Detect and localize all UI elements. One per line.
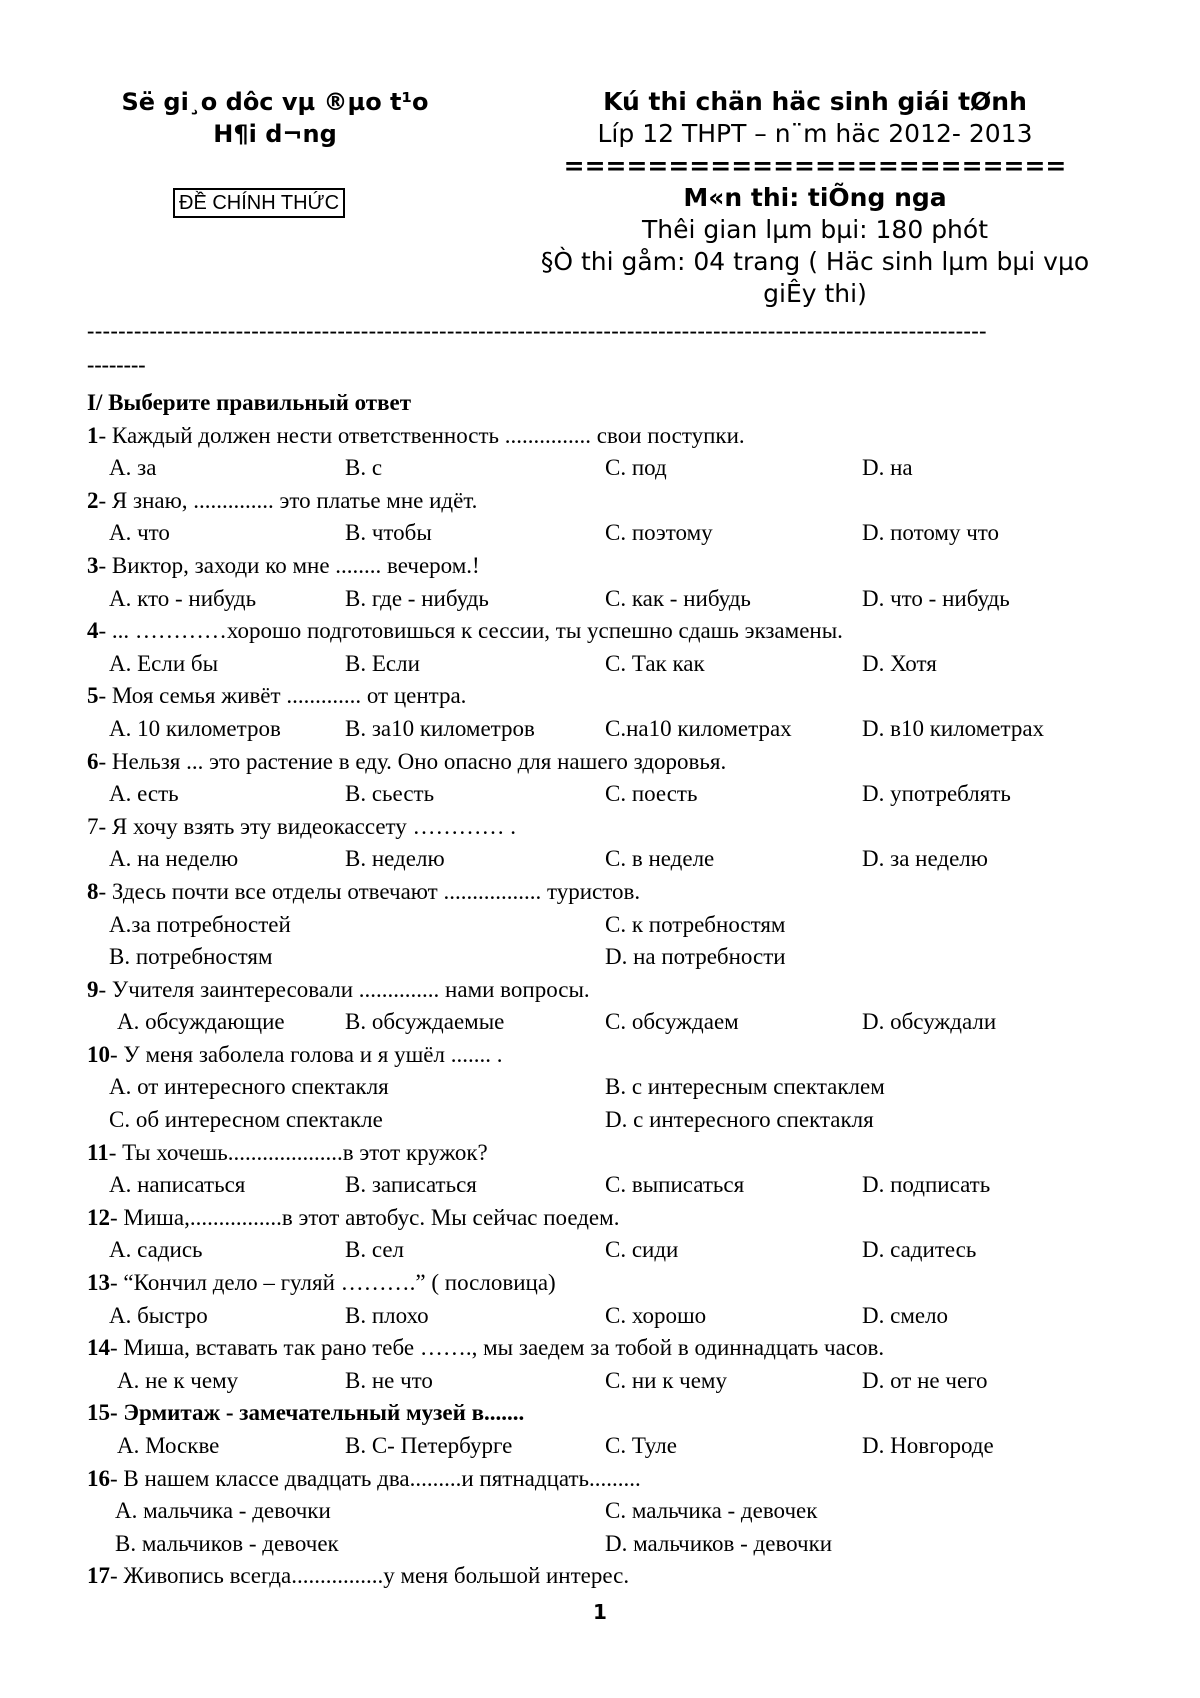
option-a: A. за — [109, 455, 157, 481]
question-text: - Ты хочешь....................в этот кружок? — [108, 1139, 488, 1165]
options-5 — [87, 713, 1127, 746]
options-9 — [87, 1006, 1127, 1039]
options-12 — [87, 1234, 1127, 1267]
question-list — [87, 387, 1127, 1593]
options-15 — [87, 1430, 1127, 1463]
options-4 — [87, 648, 1127, 681]
question-text: - Я знаю, .............. это платье мне идёт. — [98, 487, 478, 513]
option-a: A. кто - нибудь — [109, 585, 257, 611]
exam-duration: Thêi gian lµm bµi: 180 phót — [641, 215, 989, 244]
question-number: 6 — [87, 748, 99, 774]
option-d: D. Новгороде — [862, 1433, 994, 1458]
option-d: D. что - нибудь — [862, 585, 1010, 611]
option-a: A. 10 километров — [109, 715, 281, 741]
option-d: D. на — [862, 455, 913, 481]
question-text: - Миша,................в этот автобус. Мы сейчас поедем. — [110, 1204, 620, 1230]
option-b: B. с — [345, 455, 383, 481]
option-b: B. чтобы — [345, 520, 432, 546]
option-d: D. Хотя — [862, 650, 937, 676]
option-c: C. ни к чему — [605, 1367, 727, 1393]
header-rule: ======================== — [563, 151, 1067, 180]
question-14 — [87, 1332, 1127, 1365]
option-d: D. потому что — [862, 520, 1000, 546]
question-11 — [87, 1137, 1127, 1170]
options-8-row2 — [87, 941, 1127, 974]
option-c: C. под — [605, 455, 667, 481]
option-b: B. сьесть — [345, 781, 435, 807]
question-number: 10 — [87, 1041, 110, 1067]
option-c: C. Так как — [605, 650, 705, 676]
question-4 — [87, 615, 1127, 648]
option-a: A. от интересного спектакля — [109, 1074, 389, 1100]
question-13 — [87, 1267, 1127, 1300]
question-3 — [87, 550, 1127, 583]
option-a: A. на неделю — [109, 846, 239, 872]
question-number: 5 — [87, 683, 99, 709]
option-b: B. неделю — [345, 846, 445, 872]
exam-grade-year: Líp 12 THPT – n¨m häc 2012- 2013 — [597, 119, 1033, 148]
question-2 — [87, 485, 1127, 518]
option-d: D. подписать — [862, 1172, 991, 1198]
question-text: - Здесь почти все отделы отвечают ................. туристов. — [98, 878, 641, 904]
exam-pages: §Ò thi gåm: 04 trang ( Häc sinh lµm bµi vµo — [540, 247, 1090, 276]
section-title: I/ Выберите правильный ответ — [87, 390, 412, 415]
question-number: 17 — [87, 1563, 110, 1589]
exam-title: Kú thi chän häc sinh giái tØnh — [603, 87, 1027, 116]
options-3 — [87, 583, 1127, 616]
question-number: 12 — [87, 1204, 110, 1230]
option-a: A. что — [109, 520, 170, 546]
question-text: - Живопись всегда................у меня большой интерес. — [110, 1563, 630, 1589]
question-16 — [87, 1463, 1127, 1496]
question-number: 9 — [87, 976, 99, 1002]
option-d: D. употреблять — [862, 781, 1011, 807]
question-text: - Каждый должен нести ответственность ............... свои поступки. — [98, 422, 745, 448]
question-number: 4 — [87, 618, 99, 644]
question-text: - Миша, вставать так рано тебе ……., мы заедем за тобой в одиннадцать часов. — [110, 1335, 885, 1361]
option-c: C. хорошо — [605, 1302, 707, 1328]
option-a: A. не к чему — [117, 1367, 239, 1393]
question-number: 7 — [87, 813, 99, 839]
header-left — [60, 86, 490, 150]
option-b: B. не что — [345, 1367, 433, 1393]
question-text: - В нашем классе двадцать два.........и пятнадцать......... — [110, 1465, 641, 1491]
exam-pages-cont: giÊy thi) — [763, 279, 867, 308]
question-number: 8 — [87, 878, 99, 904]
option-d: D. садитесь — [862, 1237, 977, 1263]
option-a: A. написаться — [109, 1172, 246, 1198]
question-text: - “Кончил дело – гуляй ……….” ( пословица) — [110, 1270, 556, 1296]
question-number: 14 — [87, 1335, 110, 1361]
options-11 — [87, 1169, 1127, 1202]
option-b: B. с интересным спектаклем — [605, 1074, 885, 1100]
separator-line: ------------------------------------------------------------------------------------------------------------------- — [87, 318, 988, 343]
question-text: - Эрмитаж - замечательный музей в....... — [110, 1400, 525, 1426]
option-d: D. на потребности — [605, 944, 786, 970]
option-a: A. быстро — [109, 1302, 208, 1328]
province-name: H¶i d¬ng — [213, 120, 337, 148]
question-5 — [87, 680, 1127, 713]
question-text: - Нельзя ... это растение в еду. Оно опасно для нашего здоровья. — [98, 748, 727, 774]
option-a: A.за потребностей — [109, 911, 291, 937]
option-c: C. об интересном спектакле — [109, 1107, 383, 1133]
option-b: B. С- Петербурге — [345, 1433, 513, 1458]
question-text: - Я хочу взять эту видеокассету ………… . — [98, 813, 517, 839]
option-d: D. смело — [862, 1302, 949, 1328]
question-number: 1 — [87, 422, 99, 448]
question-10 — [87, 1039, 1127, 1072]
option-b: B. сел — [345, 1237, 405, 1263]
question-17 — [87, 1560, 1127, 1593]
question-text: - Моя семья живёт ............. от центра. — [98, 683, 467, 709]
option-c: C. Туле — [605, 1433, 677, 1458]
option-c: C. поесть — [605, 781, 698, 807]
question-number: 2 — [87, 487, 99, 513]
option-b: B. где - нибудь — [345, 585, 489, 611]
option-c: C. в неделе — [605, 846, 715, 872]
question-number: 3 — [87, 552, 99, 578]
page-number: 1 — [593, 1600, 607, 1624]
option-d: D. с интересного спектакля — [605, 1107, 874, 1133]
question-number: 15 — [87, 1400, 110, 1426]
option-b: B. мальчиков - девочек — [115, 1530, 339, 1556]
question-7 — [87, 811, 1127, 844]
option-d: D. от не чего — [862, 1367, 988, 1393]
options-6 — [87, 778, 1127, 811]
option-a: A. мальчика - девочки — [115, 1498, 331, 1524]
options-16-row1 — [87, 1495, 1127, 1528]
option-a: A. есть — [109, 781, 179, 807]
option-c: C. выписаться — [605, 1172, 745, 1198]
option-b: B. обсуждаемые — [345, 1009, 505, 1035]
question-8 — [87, 876, 1127, 909]
question-6 — [87, 746, 1127, 779]
option-d: D. обсуждали — [862, 1009, 997, 1035]
options-2 — [87, 517, 1127, 550]
separator-line-cont: -------- — [87, 352, 146, 377]
official-stamp: ĐỀ CHÍNH THỨC — [173, 188, 345, 218]
option-c: C. мальчика - девочек — [605, 1498, 818, 1524]
options-14 — [87, 1365, 1127, 1398]
exam-subject: M«n thi: tiÕng nga — [683, 183, 947, 212]
option-d: D. в10 километрах — [862, 715, 1045, 741]
question-text: - У меня заболела голова и я ушёл ....... . — [110, 1041, 503, 1067]
option-d: D. мальчиков - девочки — [605, 1530, 833, 1556]
question-12 — [87, 1202, 1127, 1235]
option-a: A. обсуждающие — [117, 1009, 285, 1035]
option-d: D. за неделю — [862, 846, 988, 872]
question-text: - Учителя заинтересовали .............. нами вопросы. — [98, 976, 590, 1002]
option-c: C. к потребностям — [605, 911, 786, 937]
question-9 — [87, 974, 1127, 1007]
options-10-row2 — [87, 1104, 1127, 1137]
option-c: C.на10 километрах — [605, 715, 792, 741]
options-10-row1 — [87, 1071, 1127, 1104]
option-b: B. за10 километров — [345, 715, 535, 741]
options-16-row2 — [87, 1528, 1127, 1561]
option-b: B. потребностям — [109, 944, 273, 970]
options-7 — [87, 843, 1127, 876]
department-name: Së gi¸o dôc vµ ®µo t¹o — [121, 88, 429, 116]
option-a: A. Москве — [117, 1433, 220, 1458]
option-a: A. Если бы — [109, 650, 219, 676]
option-c: C. обсуждаем — [605, 1009, 739, 1035]
question-number: 16 — [87, 1465, 110, 1491]
option-b: B. записаться — [345, 1172, 477, 1198]
question-text: - Виктор, заходи ко мне ........ вечером.! — [98, 552, 480, 578]
header-right — [480, 86, 1150, 310]
options-13 — [87, 1300, 1127, 1333]
question-number: 13 — [87, 1270, 110, 1296]
option-c: C. поэтому — [605, 520, 713, 546]
options-1 — [87, 452, 1127, 485]
option-b: B. плохо — [345, 1302, 429, 1328]
option-c: C. как - нибудь — [605, 585, 751, 611]
question-1 — [87, 420, 1127, 453]
question-text: - ... …………хорошо подготовишься к сессии, ты успешно сдашь экзамены. — [98, 618, 843, 644]
options-8-row1 — [87, 909, 1127, 942]
option-c: C. сиди — [605, 1237, 679, 1263]
question-number: 11 — [87, 1139, 109, 1165]
question-15 — [87, 1397, 1127, 1430]
option-a: A. садись — [109, 1237, 203, 1263]
option-b: B. Если — [345, 650, 420, 676]
